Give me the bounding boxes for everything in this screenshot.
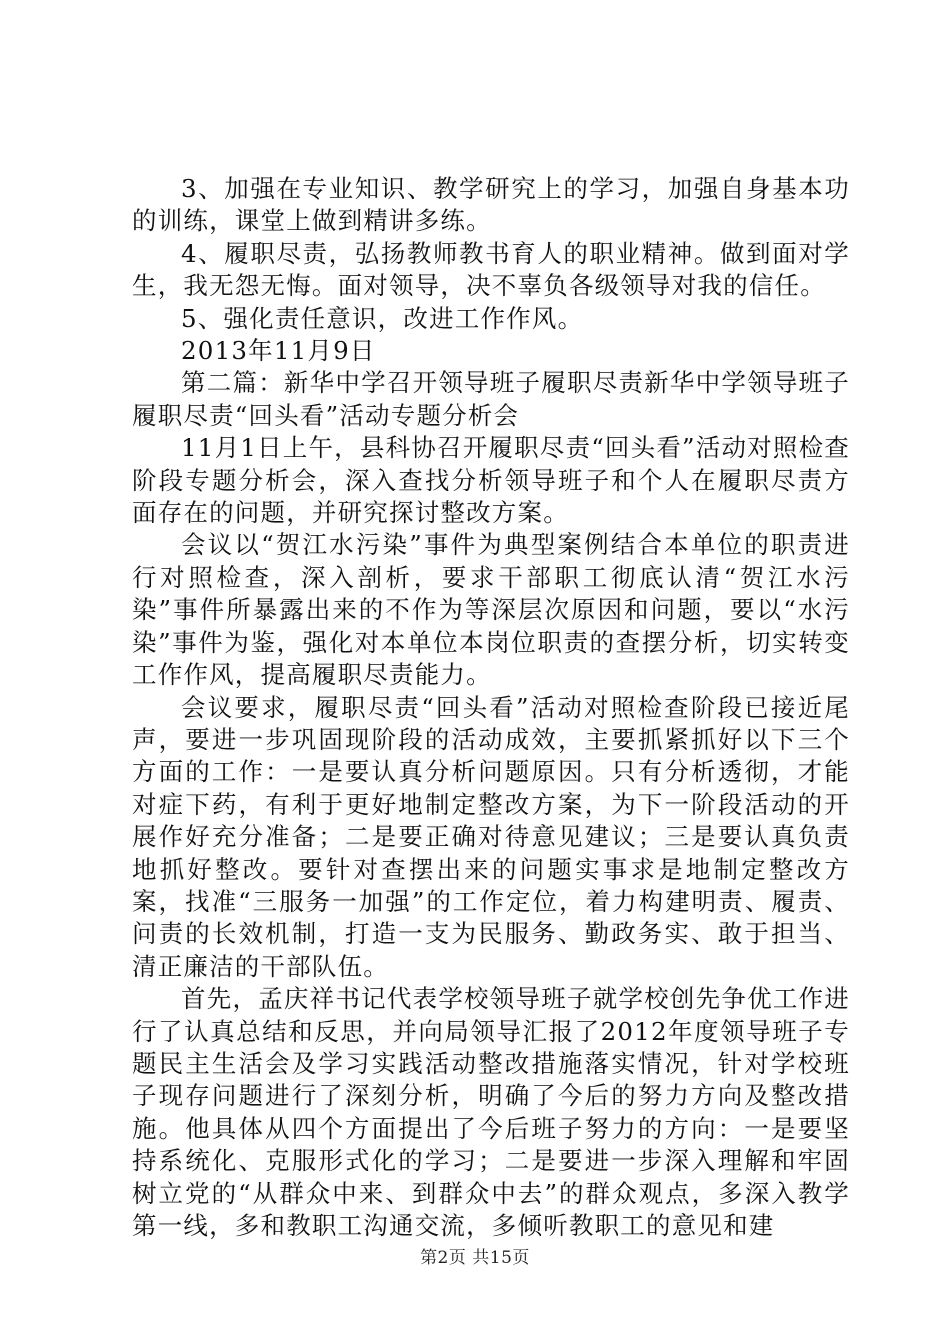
paragraph-case-study: 会议以“贺江水污染”事件为典型案例结合本单位的职责进行对照检查，深入剖析，要求干部职工彻底认清“贺江水污染”事件所暴露出来的不作为等深层次原因和问题，要以“水污染”事件为鉴，强化对本单位本岗位职责的查摆分析，切实转变工作作风，提高履职尽责能力。 [132,530,850,690]
paragraph-item-5: 5、强化责任意识，改进工作作风。 [181,303,584,333]
paragraph-meeting-intro: 11月1日上午，县科协召开履职尽责“回头看”活动对照检查阶段专题分析会，深入查找分析领导班子和个人在履职尽责方面存在的问题，并研究探讨整改方案。 [132,433,850,528]
paragraph-item-4: 4、履职尽责，弘扬教师教书育人的职业精神。做到面对学生，我无怨无悔。面对领导，决不辜负各级领导对我的信任。 [132,238,850,301]
date-line: 2013年11月9日 [181,336,376,366]
paragraph-meeting-requirements: 会议要求，履职尽责“回头看”活动对照检查阶段已接近尾声，要进一步巩固现阶段的活动成效，主要抓紧抓好以下三个方面的工作：一是要认真分析问题原因。只有分析透彻，才能对症下药，有利于更好地制定整改方案，为下一阶段活动的开展作好充分准备；二是要正确对待意见建议；三是要认真负责地抓好整改。要针对查摆出来的问题实事求是地制定整改方案，找准“三服务一加强”的工作定位，着力构建明责、履责、问责的长效机制，打造一支为民服务、勤政务实、敢于担当、清正廉洁的干部队伍。 [132,692,850,981]
document-body [132,173,850,1242]
section-heading: 第二篇：新华中学召开领导班子履职尽责新华中学领导班子履职尽责“回头看”活动专题分析会 [132,368,850,430]
paragraph-item-3: 3、加强在专业知识、教学研究上的学习，加强自身基本功的训练，课堂上做到精讲多练。 [132,174,850,236]
paragraph-secretary-report: 首先，孟庆祥书记代表学校领导班子就学校创先争优工作进行了认真总结和反思，并向局领导汇报了2012年度领导班子专题民主生活会及学习实践活动整改措施落实情况，针对学校班子现存问题进行了深刻分析，明确了今后的努力方向及整改措施。他具体从四个方面提出了今后班子努力的方向：一是要坚持系统化、克服形式化的学习；二是要进一步深入理解和牢固树立党的“从群众中来、到群众中去”的群众观点，多深入教学第一线，多和教职工沟通交流，多倾听教职工的意见和建 [132,984,850,1240]
page-number-footer: 第2页 共15页 [420,1248,530,1268]
